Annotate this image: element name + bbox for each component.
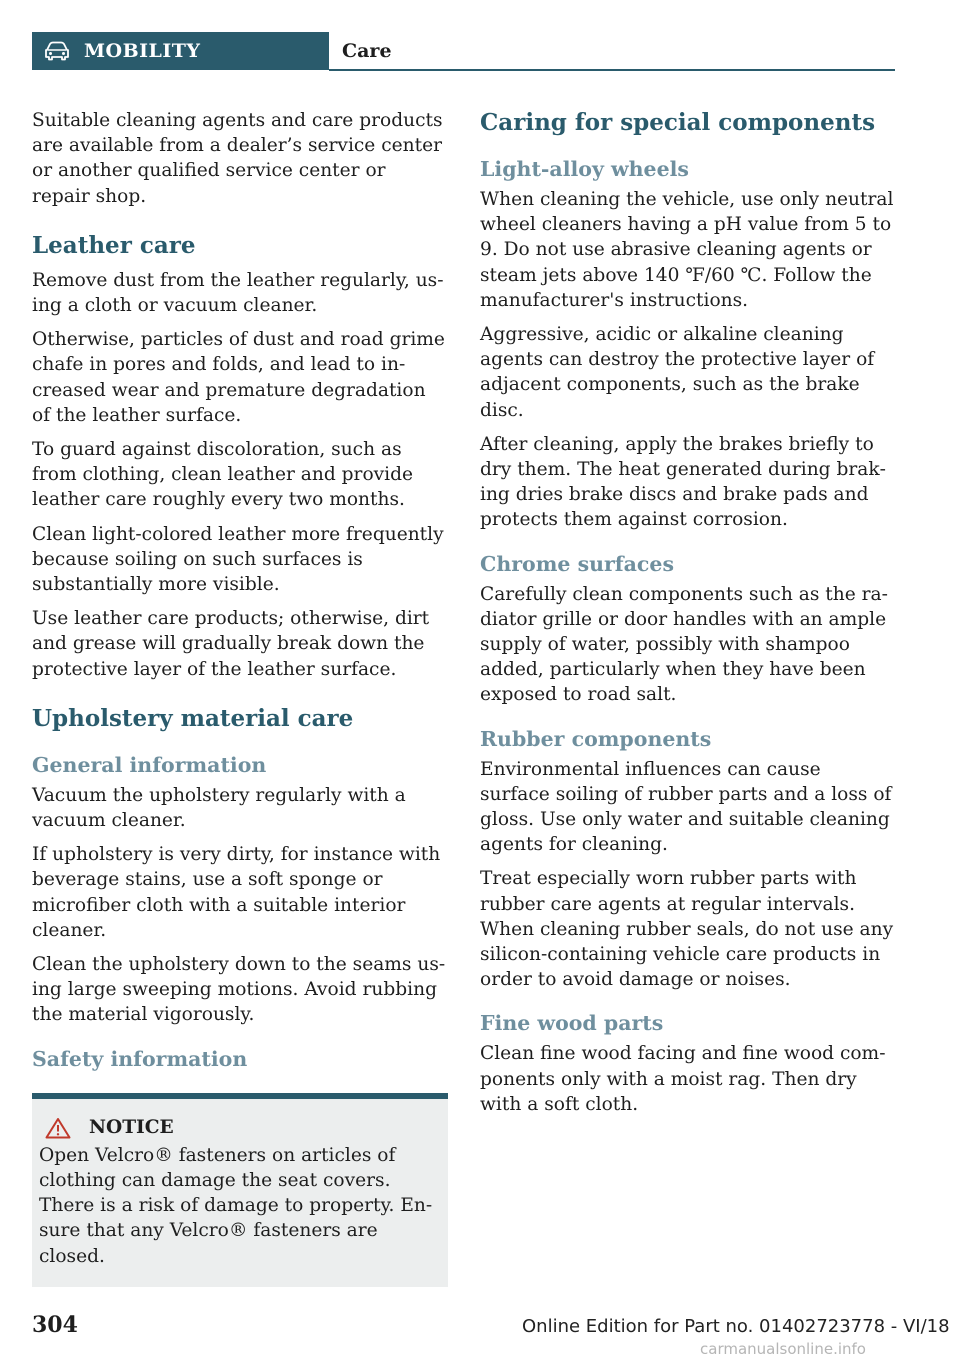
paragraph: Remove dust from the leather regularly, using a cloth or vacuum cleaner.: [32, 269, 444, 317]
edition-footer: Online Edition for Part no. 01402723778 - VI/18: [522, 1316, 950, 1337]
heading-upholstery-care: Upholstery material care: [32, 704, 354, 732]
warning-triangle-icon: [45, 1117, 71, 1139]
notice-header: [45, 1117, 440, 1139]
notice-box: [32, 1093, 448, 1287]
notice-label: NOTICE: [89, 1117, 174, 1139]
heading-leather-care: Leather care: [32, 231, 196, 259]
page-header: [32, 32, 895, 72]
paragraph: Aggressive, acidic or alkaline cleaning agents can destroy the protective layer of adjacent components, such as the brake disc.: [480, 324, 875, 421]
paragraph: Otherwise, particles of dust and road grime chafe in pores and folds, and lead to increased wear and premature degradation of the leather surface.: [32, 329, 445, 426]
subheading-light-alloy-wheels: Light-alloy wheels: [480, 157, 689, 181]
header-divider: [329, 69, 895, 71]
paragraph: Treat especially worn rubber parts with rubber care agents at regular intervals. When cleaning rubber seals, do not use any silicon-containing vehicle care products in order to avoid damage or noises.: [480, 868, 894, 991]
paragraph: Clean the upholstery down to the seams using large sweeping motions. Avoid rubbing the material vigorously.: [32, 954, 446, 1026]
notice-text: Open Velcro® fasteners on articles of clothing can damage the seat covers. There is a risk of damage to property. Ensure that any Velcro® fasteners are closed.: [39, 1144, 433, 1267]
paragraph: When cleaning the vehicle, use only neutral wheel cleaners having a pH value from 5 to 9. Do not use abrasive cleaning agents or steam jets above 140 ℉/60 ℃. Follow the manufacturer's instructions.: [480, 189, 894, 311]
right-column: [480, 108, 896, 1126]
left-column: [32, 108, 448, 1287]
paragraph: If upholstery is very dirty, for instance with beverage stains, use a soft sponge or microfiber cloth with a suitable interior cleaner.: [32, 844, 441, 941]
paragraph: Carefully clean components such as the radiator grille or door handles with an ample supply of water, possibly with shampoo added, particularly when they have been exposed to road salt.: [480, 583, 888, 706]
paragraph: Use leather care products; otherwise, dirt and grease will gradually break down the protective layer of the leather surface.: [32, 608, 430, 680]
paragraph: Clean light-colored leather more frequently because soiling on such surfaces is substantially more visible.: [32, 523, 444, 596]
subheading-general-information: General information: [32, 752, 267, 777]
section-tab: [32, 32, 329, 70]
watermark-text: carmanualsonline.info: [700, 1340, 866, 1358]
paragraph: Vacuum the upholstery regularly with a vacuum cleaner.: [32, 784, 406, 832]
car-icon: [44, 41, 70, 61]
subheading-fine-wood-parts: Fine wood parts: [480, 1011, 664, 1036]
page-number: 304: [32, 1312, 78, 1338]
heading-special-components: Caring for special components: [480, 109, 876, 136]
section-title: MOBILITY: [84, 40, 201, 62]
subheading-rubber-components: Rubber components: [480, 726, 712, 751]
intro-paragraph: Suitable cleaning agents and care products are available from a dealer’s service center or another qualified service center or repair shop.: [32, 110, 443, 207]
paragraph: Environmental influences can cause surface soiling of rubber parts and a loss of gloss. Use only water and suitable cleaning agents for cleaning.: [480, 758, 892, 856]
subheading-safety-information: Safety information: [32, 1046, 248, 1071]
subheading-chrome-surfaces: Chrome surfaces: [480, 551, 674, 576]
chapter-title: Care: [342, 40, 392, 62]
paragraph: Clean fine wood facing and fine wood components only with a moist rag. Then dry with a soft cloth.: [480, 1043, 886, 1115]
paragraph: To guard against discoloration, such as from clothing, clean leather and provide leather care roughly every two months.: [32, 439, 413, 511]
paragraph: After cleaning, apply the brakes briefly to dry them. The heat generated during braking dries brake discs and brake pads and protects them against corrosion.: [480, 433, 886, 531]
